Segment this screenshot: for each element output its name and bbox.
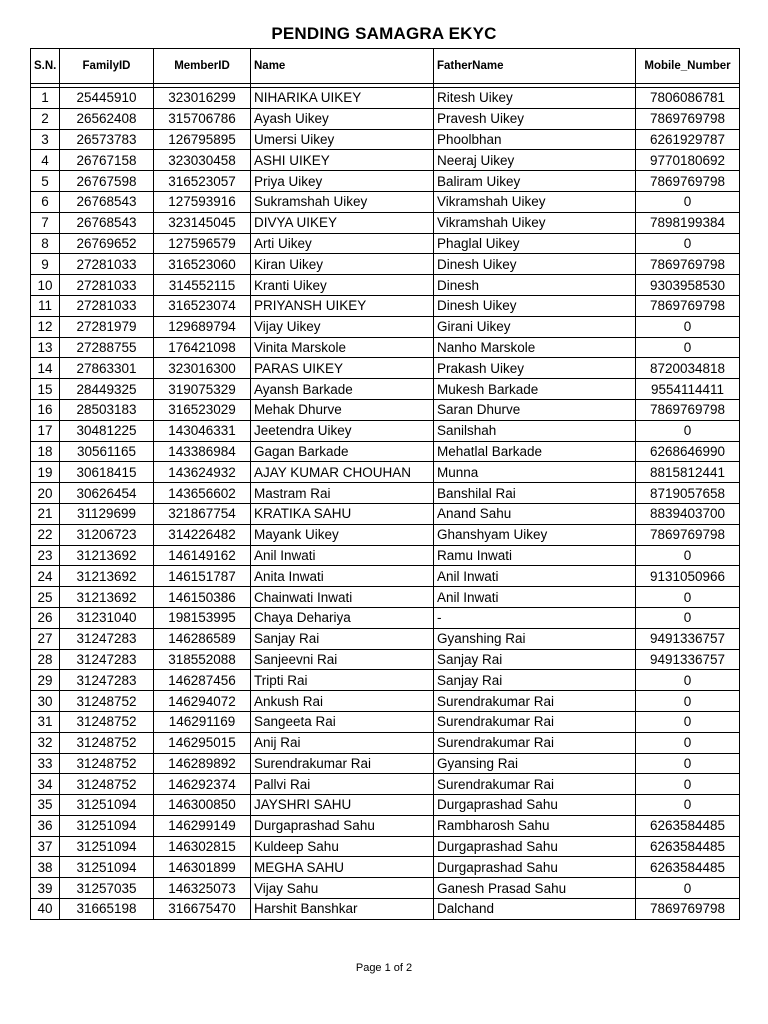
table-row (31, 295, 740, 316)
family-id-cell: 30626454 (60, 483, 154, 504)
mobile-number-cell: 7806086781 (636, 88, 740, 109)
family-id-cell: 31257035 (60, 878, 154, 899)
father-name-cell: Mehatlal Barkade (434, 441, 636, 462)
father-name-cell: Dinesh Uikey (434, 295, 636, 316)
header-mobile-number: Mobile_Number (636, 49, 740, 84)
father-name-cell: Phoolbhan (434, 129, 636, 150)
sn-cell: 8 (31, 233, 60, 254)
father-name-cell: Ritesh Uikey (434, 88, 636, 109)
table-row (31, 212, 740, 233)
page-footer: Page 1 of 2 (355, 962, 413, 974)
father-name-cell: Gyanshing Rai (434, 628, 636, 649)
ekyc-table (30, 48, 740, 920)
table-row (31, 316, 740, 337)
father-name-cell: Ganesh Prasad Sahu (434, 878, 636, 899)
mobile-number-cell: 0 (636, 711, 740, 732)
member-id-cell: 146294072 (154, 691, 251, 712)
member-id-cell: 323016300 (154, 358, 251, 379)
mobile-number-cell: 6261929787 (636, 129, 740, 150)
family-id-cell: 31213692 (60, 587, 154, 608)
sn-cell: 34 (31, 774, 60, 795)
sn-cell: 11 (31, 295, 60, 316)
mobile-number-cell: 0 (636, 878, 740, 899)
mobile-number-cell: 6263584485 (636, 857, 740, 878)
sn-cell: 30 (31, 691, 60, 712)
table-row (31, 379, 740, 400)
family-id-cell: 27281033 (60, 295, 154, 316)
name-cell: Surendrakumar Rai (251, 753, 434, 774)
family-id-cell: 31247283 (60, 670, 154, 691)
name-cell: Gagan Barkade (251, 441, 434, 462)
name-cell: Vijay Sahu (251, 878, 434, 899)
mobile-number-cell: 7869769798 (636, 295, 740, 316)
name-cell: Chaya Dehariya (251, 607, 434, 628)
member-id-cell: 146292374 (154, 774, 251, 795)
father-name-cell: Pravesh Uikey (434, 108, 636, 129)
member-id-cell: 146149162 (154, 545, 251, 566)
father-name-cell: Dinesh Uikey (434, 254, 636, 275)
sn-cell: 7 (31, 212, 60, 233)
member-id-cell: 146299149 (154, 815, 251, 836)
sn-cell: 3 (31, 129, 60, 150)
member-id-cell: 321867754 (154, 503, 251, 524)
name-cell: PRIYANSH UIKEY (251, 295, 434, 316)
name-cell: Mastram Rai (251, 483, 434, 504)
member-id-cell: 127593916 (154, 191, 251, 212)
sn-cell: 15 (31, 379, 60, 400)
sn-cell: 18 (31, 441, 60, 462)
mobile-number-cell: 7869769798 (636, 399, 740, 420)
mobile-number-cell: 0 (636, 587, 740, 608)
father-name-cell: Durgaprashad Sahu (434, 795, 636, 816)
mobile-number-cell: 7869769798 (636, 524, 740, 545)
sn-cell: 1 (31, 88, 60, 109)
table-row (31, 88, 740, 109)
father-name-cell: Durgaprashad Sahu (434, 836, 636, 857)
sn-cell: 4 (31, 150, 60, 171)
table-row (31, 545, 740, 566)
member-id-cell: 146287456 (154, 670, 251, 691)
table-row (31, 753, 740, 774)
table-row (31, 878, 740, 899)
mobile-number-cell: 9131050966 (636, 566, 740, 587)
table-row (31, 732, 740, 753)
name-cell: Anil Inwati (251, 545, 434, 566)
father-name-cell: Dinesh (434, 275, 636, 296)
name-cell: AJAY KUMAR CHOUHAN (251, 462, 434, 483)
table-row (31, 171, 740, 192)
family-id-cell: 31248752 (60, 732, 154, 753)
table-row (31, 337, 740, 358)
table-row (31, 899, 740, 920)
family-id-cell: 31213692 (60, 545, 154, 566)
sn-cell: 2 (31, 108, 60, 129)
table-row (31, 399, 740, 420)
father-name-cell: Baliram Uikey (434, 171, 636, 192)
mobile-number-cell: 0 (636, 732, 740, 753)
family-id-cell: 31213692 (60, 566, 154, 587)
member-id-cell: 146289892 (154, 753, 251, 774)
table-row (31, 358, 740, 379)
member-id-cell: 319075329 (154, 379, 251, 400)
member-id-cell: 146301899 (154, 857, 251, 878)
family-id-cell: 31248752 (60, 711, 154, 732)
family-id-cell: 27281033 (60, 275, 154, 296)
table-row (31, 857, 740, 878)
table-row (31, 441, 740, 462)
name-cell: Vijay Uikey (251, 316, 434, 337)
table-row (31, 566, 740, 587)
name-cell: DIVYA UIKEY (251, 212, 434, 233)
mobile-number-cell: 0 (636, 316, 740, 337)
table-row (31, 836, 740, 857)
name-cell: Anita Inwati (251, 566, 434, 587)
member-id-cell: 316675470 (154, 899, 251, 920)
name-cell: Chainwati Inwati (251, 587, 434, 608)
member-id-cell: 176421098 (154, 337, 251, 358)
member-id-cell: 146291169 (154, 711, 251, 732)
family-id-cell: 31129699 (60, 503, 154, 524)
father-name-cell: Surendrakumar Rai (434, 774, 636, 795)
family-id-cell: 27281979 (60, 316, 154, 337)
sn-cell: 5 (31, 171, 60, 192)
member-id-cell: 314226482 (154, 524, 251, 545)
table-row (31, 420, 740, 441)
mobile-number-cell: 7869769798 (636, 108, 740, 129)
header-father-name: FatherName (434, 49, 636, 84)
father-name-cell: Surendrakumar Rai (434, 691, 636, 712)
sn-cell: 16 (31, 399, 60, 420)
member-id-cell: 146300850 (154, 795, 251, 816)
sn-cell: 29 (31, 670, 60, 691)
family-id-cell: 26768543 (60, 191, 154, 212)
member-id-cell: 318552088 (154, 649, 251, 670)
father-name-cell: Sanilshah (434, 420, 636, 441)
member-id-cell: 146325073 (154, 878, 251, 899)
father-name-cell: Prakash Uikey (434, 358, 636, 379)
mobile-number-cell: 6263584485 (636, 815, 740, 836)
father-name-cell: Surendrakumar Rai (434, 732, 636, 753)
mobile-number-cell: 0 (636, 233, 740, 254)
table-row (31, 129, 740, 150)
mobile-number-cell: 7869769798 (636, 899, 740, 920)
family-id-cell: 31248752 (60, 691, 154, 712)
mobile-number-cell: 0 (636, 795, 740, 816)
family-id-cell: 30561165 (60, 441, 154, 462)
family-id-cell: 31251094 (60, 836, 154, 857)
family-id-cell: 31665198 (60, 899, 154, 920)
father-name-cell: Anil Inwati (434, 587, 636, 608)
father-name-cell: Munna (434, 462, 636, 483)
sn-cell: 21 (31, 503, 60, 524)
family-id-cell: 25445910 (60, 88, 154, 109)
sn-cell: 6 (31, 191, 60, 212)
table-row (31, 649, 740, 670)
mobile-number-cell: 0 (636, 191, 740, 212)
member-id-cell: 315706786 (154, 108, 251, 129)
member-id-cell: 146150386 (154, 587, 251, 608)
sn-cell: 19 (31, 462, 60, 483)
mobile-number-cell: 6263584485 (636, 836, 740, 857)
table-row (31, 711, 740, 732)
table-row (31, 150, 740, 171)
mobile-number-cell: 9491336757 (636, 649, 740, 670)
table-row (31, 524, 740, 545)
sn-cell: 39 (31, 878, 60, 899)
mobile-number-cell: 6268646990 (636, 441, 740, 462)
name-cell: Jeetendra Uikey (251, 420, 434, 441)
name-cell: Ayansh Barkade (251, 379, 434, 400)
member-id-cell: 314552115 (154, 275, 251, 296)
mobile-number-cell: 9554114411 (636, 379, 740, 400)
family-id-cell: 31248752 (60, 774, 154, 795)
member-id-cell: 143386984 (154, 441, 251, 462)
sn-cell: 24 (31, 566, 60, 587)
name-cell: NIHARIKA UIKEY (251, 88, 434, 109)
member-id-cell: 127596579 (154, 233, 251, 254)
member-id-cell: 143656602 (154, 483, 251, 504)
sn-cell: 35 (31, 795, 60, 816)
header-sn: S.N. (31, 49, 60, 84)
member-id-cell: 143046331 (154, 420, 251, 441)
sn-cell: 40 (31, 899, 60, 920)
name-cell: MEGHA SAHU (251, 857, 434, 878)
table-row (31, 691, 740, 712)
member-id-cell: 146286589 (154, 628, 251, 649)
father-name-cell: Vikramshah Uikey (434, 191, 636, 212)
name-cell: PARAS UIKEY (251, 358, 434, 379)
page-title: PENDING SAMAGRA EKYC (271, 24, 497, 43)
sn-cell: 12 (31, 316, 60, 337)
table-row (31, 503, 740, 524)
family-id-cell: 26562408 (60, 108, 154, 129)
name-cell: JAYSHRI SAHU (251, 795, 434, 816)
father-name-cell: Girani Uikey (434, 316, 636, 337)
mobile-number-cell: 9770180692 (636, 150, 740, 171)
father-name-cell: Phaglal Uikey (434, 233, 636, 254)
family-id-cell: 28449325 (60, 379, 154, 400)
header-name: Name (251, 49, 434, 84)
father-name-cell: Dalchand (434, 899, 636, 920)
father-name-cell: Rambharosh Sahu (434, 815, 636, 836)
mobile-number-cell: 7869769798 (636, 171, 740, 192)
table-row (31, 795, 740, 816)
sn-cell: 14 (31, 358, 60, 379)
family-id-cell: 27288755 (60, 337, 154, 358)
table-row (31, 587, 740, 608)
mobile-number-cell: 8719057658 (636, 483, 740, 504)
member-id-cell: 198153995 (154, 607, 251, 628)
family-id-cell: 31251094 (60, 795, 154, 816)
sn-cell: 25 (31, 587, 60, 608)
mobile-number-cell: 9303958530 (636, 275, 740, 296)
table-row (31, 108, 740, 129)
member-id-cell: 146295015 (154, 732, 251, 753)
table-row (31, 815, 740, 836)
mobile-number-cell: 7869769798 (636, 254, 740, 275)
mobile-number-cell: 0 (636, 337, 740, 358)
father-name-cell: Saran Dhurve (434, 399, 636, 420)
name-cell: Kranti Uikey (251, 275, 434, 296)
member-id-cell: 323145045 (154, 212, 251, 233)
father-name-cell: Banshilal Rai (434, 483, 636, 504)
name-cell: Anij Rai (251, 732, 434, 753)
family-id-cell: 28503183 (60, 399, 154, 420)
member-id-cell: 146302815 (154, 836, 251, 857)
member-id-cell: 146151787 (154, 566, 251, 587)
name-cell: Pallvi Rai (251, 774, 434, 795)
name-cell: Ayash Uikey (251, 108, 434, 129)
name-cell: KRATIKA SAHU (251, 503, 434, 524)
sn-cell: 20 (31, 483, 60, 504)
name-cell: Umersi Uikey (251, 129, 434, 150)
father-name-cell: Vikramshah Uikey (434, 212, 636, 233)
sn-cell: 28 (31, 649, 60, 670)
father-name-cell: Surendrakumar Rai (434, 711, 636, 732)
mobile-number-cell: 8839403700 (636, 503, 740, 524)
name-cell: Tripti Rai (251, 670, 434, 691)
name-cell: Durgaprashad Sahu (251, 815, 434, 836)
mobile-number-cell: 0 (636, 607, 740, 628)
member-id-cell: 316523060 (154, 254, 251, 275)
family-id-cell: 31206723 (60, 524, 154, 545)
name-cell: Vinita Marskole (251, 337, 434, 358)
sn-cell: 27 (31, 628, 60, 649)
family-id-cell: 31247283 (60, 649, 154, 670)
member-id-cell: 143624932 (154, 462, 251, 483)
name-cell: Ankush Rai (251, 691, 434, 712)
mobile-number-cell: 8720034818 (636, 358, 740, 379)
father-name-cell: Ghanshyam Uikey (434, 524, 636, 545)
sn-cell: 31 (31, 711, 60, 732)
name-cell: Arti Uikey (251, 233, 434, 254)
member-id-cell: 129689794 (154, 316, 251, 337)
family-id-cell: 31248752 (60, 753, 154, 774)
name-cell: Mehak Dhurve (251, 399, 434, 420)
mobile-number-cell: 0 (636, 774, 740, 795)
member-id-cell: 126795895 (154, 129, 251, 150)
family-id-cell: 31251094 (60, 857, 154, 878)
mobile-number-cell: 7898199384 (636, 212, 740, 233)
family-id-cell: 26573783 (60, 129, 154, 150)
family-id-cell: 27863301 (60, 358, 154, 379)
family-id-cell: 30618415 (60, 462, 154, 483)
family-id-cell: 31231040 (60, 607, 154, 628)
mobile-number-cell: 0 (636, 753, 740, 774)
table-row (31, 774, 740, 795)
family-id-cell: 31247283 (60, 628, 154, 649)
name-cell: Sanjeevni Rai (251, 649, 434, 670)
father-name-cell: Durgaprashad Sahu (434, 857, 636, 878)
father-name-cell: Anand Sahu (434, 503, 636, 524)
sn-cell: 26 (31, 607, 60, 628)
family-id-cell: 26767158 (60, 150, 154, 171)
name-cell: Sangeeta Rai (251, 711, 434, 732)
sn-cell: 17 (31, 420, 60, 441)
name-cell: Priya Uikey (251, 171, 434, 192)
father-name-cell: - (434, 607, 636, 628)
family-id-cell: 26767598 (60, 171, 154, 192)
table-row (31, 191, 740, 212)
header-member-id: MemberID (154, 49, 251, 84)
sn-cell: 23 (31, 545, 60, 566)
name-cell: Sanjay Rai (251, 628, 434, 649)
table-row (31, 670, 740, 691)
name-cell: Mayank Uikey (251, 524, 434, 545)
member-id-cell: 316523074 (154, 295, 251, 316)
mobile-number-cell: 0 (636, 545, 740, 566)
table-row (31, 483, 740, 504)
member-id-cell: 323016299 (154, 88, 251, 109)
family-id-cell: 30481225 (60, 420, 154, 441)
member-id-cell: 316523029 (154, 399, 251, 420)
sn-cell: 36 (31, 815, 60, 836)
name-cell: Sukramshah Uikey (251, 191, 434, 212)
member-id-cell: 323030458 (154, 150, 251, 171)
name-cell: ASHI UIKEY (251, 150, 434, 171)
family-id-cell: 27281033 (60, 254, 154, 275)
table-body (31, 88, 740, 920)
member-id-cell: 316523057 (154, 171, 251, 192)
father-name-cell: Sanjay Rai (434, 649, 636, 670)
table-row (31, 462, 740, 483)
family-id-cell: 26768543 (60, 212, 154, 233)
name-cell: Kiran Uikey (251, 254, 434, 275)
family-id-cell: 31251094 (60, 815, 154, 836)
father-name-cell: Anil Inwati (434, 566, 636, 587)
father-name-cell: Gyansing Rai (434, 753, 636, 774)
name-cell: Harshit Banshkar (251, 899, 434, 920)
name-cell: Kuldeep Sahu (251, 836, 434, 857)
header-family-id: FamilyID (60, 49, 154, 84)
sn-cell: 38 (31, 857, 60, 878)
father-name-cell: Nanho Marskole (434, 337, 636, 358)
father-name-cell: Sanjay Rai (434, 670, 636, 691)
sn-cell: 10 (31, 275, 60, 296)
sn-cell: 33 (31, 753, 60, 774)
table-row (31, 628, 740, 649)
father-name-cell: Neeraj Uikey (434, 150, 636, 171)
mobile-number-cell: 0 (636, 420, 740, 441)
mobile-number-cell: 8815812441 (636, 462, 740, 483)
mobile-number-cell: 0 (636, 670, 740, 691)
table-row (31, 275, 740, 296)
sn-cell: 32 (31, 732, 60, 753)
sn-cell: 13 (31, 337, 60, 358)
sn-cell: 37 (31, 836, 60, 857)
father-name-cell: Mukesh Barkade (434, 379, 636, 400)
father-name-cell: Ramu Inwati (434, 545, 636, 566)
table-header-row (31, 49, 740, 84)
mobile-number-cell: 0 (636, 691, 740, 712)
table-row (31, 254, 740, 275)
table-row (31, 607, 740, 628)
family-id-cell: 26769652 (60, 233, 154, 254)
sn-cell: 22 (31, 524, 60, 545)
mobile-number-cell: 9491336757 (636, 628, 740, 649)
sn-cell: 9 (31, 254, 60, 275)
table-row (31, 233, 740, 254)
